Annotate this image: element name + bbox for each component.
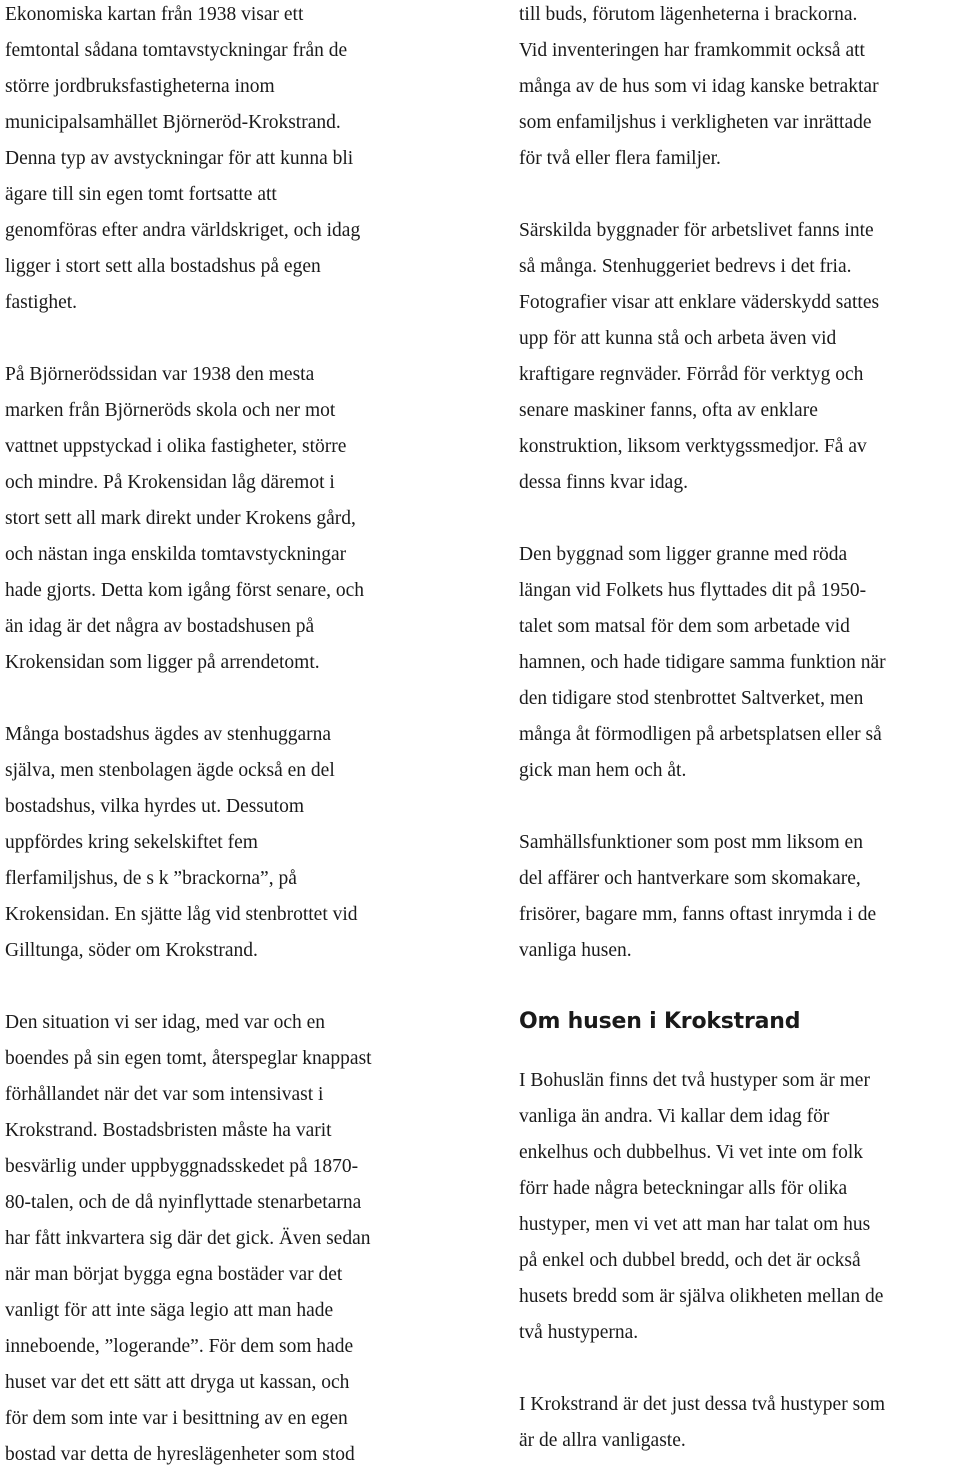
text-line: På Björnerödssidan var 1938 den mesta (5, 364, 315, 385)
text-line: har fått inkvartera sig där det gick. Även sedan (5, 1228, 371, 1249)
text-line: 80-talen, och de då nyinflyttade stenarbetarna (5, 1192, 362, 1213)
text-line: hamnen, och hade tidigare samma funktion när (519, 652, 886, 673)
text-line: marken från Björneröds skola och ner mot (5, 400, 336, 421)
text-line: Fotografier visar att enklare väderskydd sattes (519, 292, 880, 313)
text-line: Den byggnad som ligger granne med röda (519, 544, 848, 565)
text-line: municipalsamhället Björneröd-Krokstrand. (5, 112, 341, 133)
paragraph-vanligaste (519, 1387, 959, 1459)
text-line: Samhällsfunktioner som post mm liksom en (519, 832, 863, 853)
text-line: dessa finns kvar idag. (519, 472, 688, 493)
text-line: I Krokstrand är det just dessa två hustyper som (519, 1394, 886, 1415)
text-line: ligger i stort sett alla bostadshus på egen (5, 256, 321, 277)
text-line: på enkel och dubbel bredd, och det är också (519, 1250, 861, 1271)
text-line: vanligt för att inte säga legio att man hade (5, 1300, 334, 1321)
text-line: hustyper, men vi vet att man har talat om hus (519, 1214, 871, 1235)
text-line: inneboende, ”logerande”. För dem som hade (5, 1336, 354, 1357)
text-line: vanliga husen. (519, 940, 632, 961)
text-line: Särskilda byggnader för arbetslivet fanns inte (519, 220, 874, 241)
text-line: Krokstrand. Bostadsbristen måste ha varit (5, 1120, 332, 1141)
text-line: som enfamiljshus i verkligheten var inrättade (519, 112, 872, 133)
text-line: längan vid Folkets hus flyttades dit på 1950- (519, 580, 867, 601)
text-line: Vid inventeringen har framkommit också att (519, 40, 865, 61)
text-line: är de allra vanligaste. (519, 1430, 686, 1451)
text-line: för två eller flera familjer. (519, 148, 721, 169)
text-line: Krokensidan. En sjätte låg vid stenbrottet vid (5, 904, 358, 925)
text-line: enkelhus och dubbelhus. Vi vet inte om folk (519, 1142, 864, 1163)
text-line: förr hade några beteckningar alls för olika (519, 1178, 848, 1199)
text-line: flerfamiljshus, de s k ”brackorna”, på (5, 868, 297, 889)
text-line: hade gjorts. Detta kom igång först senare, och (5, 580, 365, 601)
paragraph-bostadshus (5, 717, 475, 969)
text-line: husets bredd som är själva olikheten mellan de (519, 1286, 884, 1307)
text-line: många av de hus som vi idag kanske betraktar (519, 76, 879, 97)
text-line: uppfördes kring sekelskiftet fem (5, 832, 258, 853)
text-line: senare maskiner fanns, ofta av enklare (519, 400, 818, 421)
text-line: Gilltunga, söder om Krokstrand. (5, 940, 258, 961)
text-line: fastighet. (5, 292, 78, 313)
text-line: större jordbruksfastigheterna inom (5, 76, 275, 97)
text-line: vattnet uppstyckad i olika fastigheter, större (5, 436, 347, 457)
section-heading: Om husen i Krokstrand (519, 1009, 801, 1034)
left-column (5, 0, 475, 1473)
text-line: upp för att kunna stå och arbeta även vid (519, 328, 837, 349)
paragraph-bjornerodssidan (5, 357, 475, 681)
text-line: och mindre. På Krokensidan låg däremot i (5, 472, 335, 493)
text-line: själva, men stenbolagen ägde också en del (5, 760, 335, 781)
right-column (519, 0, 959, 1459)
text-line: Denna typ av avstyckningar för att kunna bli (5, 148, 354, 169)
text-line: för dem som inte var i besittning av en egen (5, 1408, 348, 1429)
paragraph-brackorna (519, 0, 959, 177)
text-line: genomföras efter andra världskriget, och idag (5, 220, 361, 241)
text-line: Krokensidan som ligger på arrendetomt. (5, 652, 320, 673)
text-line: femtontal sådana tomtavstyckningar från de (5, 40, 348, 61)
text-line: och nästan inga enskilda tomtavstyckningar (5, 544, 347, 565)
paragraph-matsal (519, 537, 959, 789)
text-line: stort sett all mark direkt under Krokens gård, (5, 508, 356, 529)
text-line: två hustyperna. (519, 1322, 639, 1343)
text-line: huset var det ett sätt att dryga ut kassan, och (5, 1372, 350, 1393)
text-line: när man börjat bygga egna bostäder var det (5, 1264, 343, 1285)
text-line: till buds, förutom lägenheterna i brackorna. (519, 4, 858, 25)
text-line: del affärer och hantverkare som skomakare, (519, 868, 861, 889)
text-line: I Bohuslän finns det två hustyper som är mer (519, 1070, 870, 1091)
paragraph-situation (5, 1005, 475, 1473)
text-line: så många. Stenhuggeriet bedrevs i det fria. (519, 256, 852, 277)
text-line: ägare till sin egen tomt fortsatte att (5, 184, 277, 205)
text-line: boendes på sin egen tomt, återspeglar knappast (5, 1048, 372, 1069)
paragraph-tomtavstyckningar (5, 0, 475, 321)
text-line: vanliga än andra. Vi kallar dem idag för (519, 1106, 830, 1127)
text-line: många åt förmodligen på arbetsplatsen eller så (519, 724, 882, 745)
text-line: Ekonomiska kartan från 1938 visar ett (5, 4, 304, 25)
paragraph-samhallsfunktioner (519, 825, 959, 969)
text-line: Den situation vi ser idag, med var och en (5, 1012, 326, 1033)
text-line: besvärlig under uppbyggnadsskedet på 1870- (5, 1156, 359, 1177)
text-line: förhållandet när det var som intensivast i (5, 1084, 324, 1105)
text-line: talet som matsal för dem som arbetade vid (519, 616, 850, 637)
text-line: kraftigare regnväder. Förråd för verktyg och (519, 364, 864, 385)
text-line: gick man hem och åt. (519, 760, 687, 781)
text-line: bostadshus, vilka hyrdes ut. Dessutom (5, 796, 304, 817)
text-line: konstruktion, liksom verktygssmedjor. Få av (519, 436, 867, 457)
text-line: bostad var detta de hyreslägenheter som stod (5, 1444, 355, 1465)
text-line: Många bostadshus ägdes av stenhuggarna (5, 724, 332, 745)
text-line: den tidigare stod stenbrottet Saltverket, men (519, 688, 864, 709)
text-line: frisörer, bagare mm, fanns oftast inrymda i de (519, 904, 877, 925)
text-line: än idag är det några av bostadshusen på (5, 616, 315, 637)
paragraph-arbetslivet (519, 213, 959, 501)
paragraph-hustyper (519, 1063, 959, 1351)
